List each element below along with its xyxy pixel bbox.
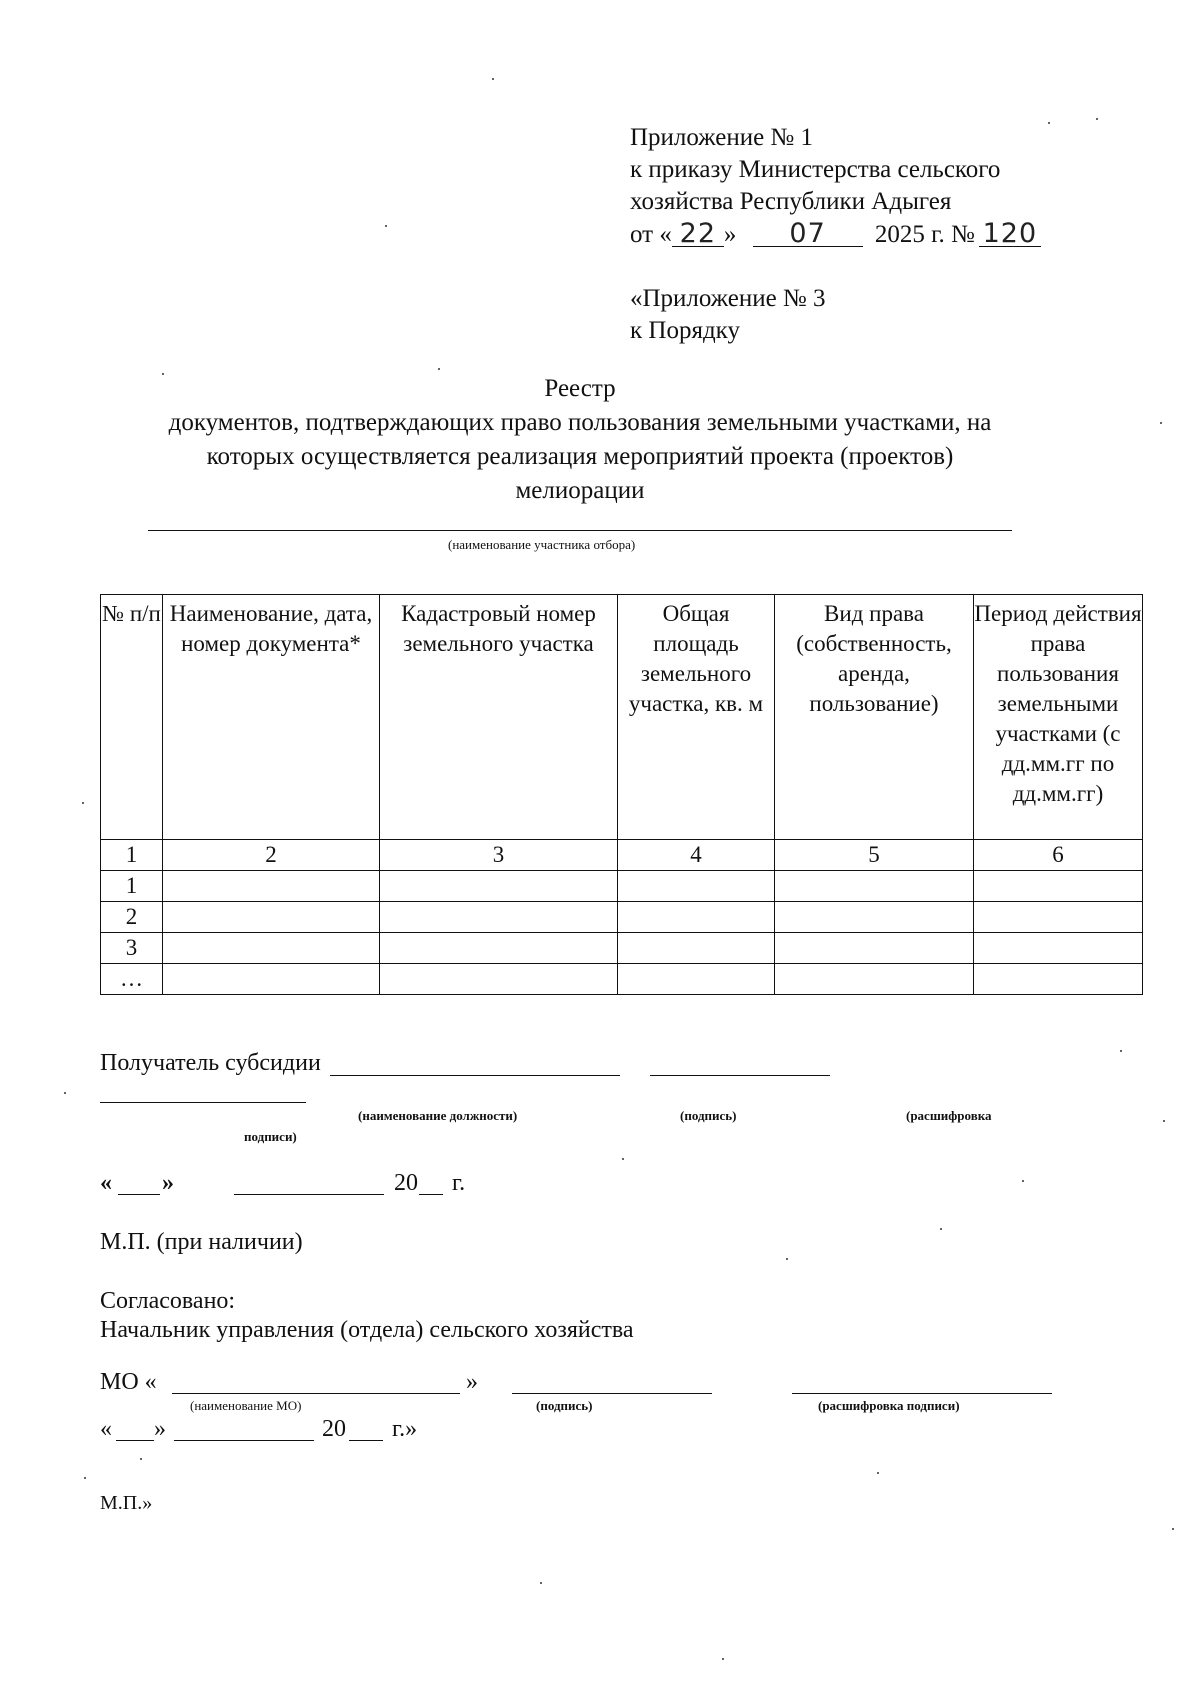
table-cell — [775, 933, 974, 964]
col-header-period: Период действия права пользования земельными участками (с дд.мм.гг по дд.мм.гг) — [974, 595, 1143, 840]
recipient-position-line — [330, 1075, 620, 1076]
scan-speck — [162, 373, 164, 375]
header-date-line — [630, 218, 1041, 251]
scan-speck — [64, 1092, 66, 1094]
col-header-area: Общая площадь земельного участка, кв. м — [618, 595, 775, 840]
order-number-field — [979, 218, 1041, 251]
date-prefix: от « — [630, 221, 672, 248]
approval-year-prefix: 20 — [322, 1416, 346, 1442]
table-cell — [974, 964, 1143, 995]
date-day-close: » — [723, 221, 737, 248]
approval-year-line — [349, 1440, 383, 1441]
table-cell — [974, 902, 1143, 933]
scan-speck — [140, 1458, 142, 1460]
column-number: 4 — [618, 840, 775, 871]
scan-speck — [940, 1228, 942, 1230]
doc-title: Реестр — [544, 375, 616, 402]
scan-speck — [622, 1158, 624, 1160]
scan-speck — [438, 368, 440, 370]
table-cell: 2 — [101, 902, 163, 933]
table-cell — [618, 964, 775, 995]
col-header-document: Наименование, дата, номер документа* — [163, 595, 380, 840]
approval-date-close: » — [154, 1416, 166, 1442]
appendix-line-2: к Порядку — [630, 317, 740, 344]
col-header-right-type: Вид права (собственность, аренда, пользование) — [775, 595, 974, 840]
recipient-decode-line — [100, 1102, 306, 1103]
column-number: 1 — [101, 840, 163, 871]
date-month-field — [753, 218, 863, 251]
date-month-handwritten: 07 — [789, 218, 826, 249]
column-number: 5 — [775, 840, 974, 871]
table-cell — [380, 933, 618, 964]
table-row — [101, 871, 1143, 902]
table-cell — [163, 871, 380, 902]
scan-speck — [1172, 1528, 1174, 1530]
table-cell — [618, 902, 775, 933]
caption-decode-1: (расшифровка — [906, 1108, 992, 1123]
scan-speck — [1096, 118, 1098, 120]
approval-mo-prefix: МО « — [100, 1369, 157, 1395]
table-row — [101, 933, 1143, 964]
table-row — [101, 964, 1143, 995]
scan-speck — [82, 802, 84, 804]
approval-position: Начальник управления (отдела) сельского хозяйства — [100, 1317, 634, 1343]
scan-speck — [786, 1258, 788, 1260]
table-header-row — [101, 595, 1143, 840]
table-cell — [775, 964, 974, 995]
col-header-cadastral: Кадастровый номер земельного участка — [380, 595, 618, 840]
column-number: 3 — [380, 840, 618, 871]
caption-mo: (наименование МО) — [190, 1398, 302, 1413]
approval-year-suffix: г.» — [392, 1416, 418, 1442]
table-cell — [163, 964, 380, 995]
approval-signature-line — [512, 1393, 712, 1394]
recipient-stamp: М.П. (при наличии) — [100, 1229, 303, 1255]
caption-position: (наименование должности) — [358, 1108, 518, 1123]
participant-caption: (наименование участника отбора) — [448, 537, 636, 552]
approval-mo-close: » — [466, 1369, 478, 1395]
recipient-date-open: « — [100, 1170, 112, 1196]
scan-speck — [540, 1582, 542, 1584]
table-cell — [618, 871, 775, 902]
table-row — [101, 902, 1143, 933]
doc-subtitle-3: мелиорации — [515, 477, 645, 504]
approval-month-line — [174, 1440, 314, 1441]
column-number: 6 — [974, 840, 1143, 871]
column-number: 2 — [163, 840, 380, 871]
caption-signature: (подпись) — [680, 1108, 737, 1123]
recipient-label: Получатель субсидии — [100, 1050, 321, 1076]
scan-speck — [1160, 422, 1162, 424]
scan-speck — [877, 1472, 879, 1474]
scan-speck — [1022, 1180, 1024, 1182]
scan-speck — [84, 1477, 86, 1479]
doc-subtitle-1: документов, подтверждающих право пользования земельными участками, на — [168, 409, 992, 436]
table-cell — [618, 933, 775, 964]
table-cell: 1 — [101, 871, 163, 902]
appendix-line-1: «Приложение № 3 — [630, 285, 826, 312]
caption-decode-2: подписи) — [244, 1129, 297, 1144]
caption-approval-signature: (подпись) — [536, 1398, 593, 1413]
recipient-signature-line — [650, 1075, 830, 1076]
participant-name-line — [148, 530, 1012, 531]
recipient-month-line — [234, 1194, 384, 1195]
scan-speck — [722, 1658, 724, 1660]
table-cell — [163, 933, 380, 964]
table-cell — [163, 902, 380, 933]
approval-decode-line — [792, 1393, 1052, 1394]
approval-mo-line — [172, 1393, 460, 1394]
table-cell — [380, 871, 618, 902]
header-order-line: к приказу Министерства сельского — [630, 156, 1001, 183]
date-day-handwritten: 22 — [679, 218, 717, 249]
table-cell — [380, 964, 618, 995]
table-cell: … — [101, 964, 163, 995]
table-cell: 3 — [101, 933, 163, 964]
header-appendix-number: Приложение № 1 — [630, 124, 814, 151]
approval-stamp: М.П.» — [100, 1492, 153, 1514]
recipient-day-line — [118, 1194, 160, 1195]
column-number-row — [101, 840, 1143, 871]
recipient-year-suffix: г. — [452, 1170, 466, 1196]
date-year-text: 2025 г. № — [874, 221, 975, 248]
table-cell — [380, 902, 618, 933]
table-cell — [775, 902, 974, 933]
col-header-number: № п/п — [101, 595, 163, 840]
scan-speck — [1163, 1120, 1165, 1122]
header-ministry-line: хозяйства Республики Адыгея — [630, 188, 952, 215]
recipient-date-close: » — [162, 1170, 174, 1196]
scan-speck — [385, 225, 387, 227]
registry-table — [100, 594, 1143, 995]
doc-subtitle-2: которых осуществляется реализация мероприятий проекта (проектов) — [206, 443, 954, 470]
table-cell — [974, 871, 1143, 902]
table-cell — [974, 933, 1143, 964]
scan-speck — [492, 78, 494, 80]
date-day-field — [672, 218, 724, 251]
table-cell — [775, 871, 974, 902]
recipient-year-line — [419, 1194, 443, 1195]
recipient-year-prefix: 20 — [394, 1170, 418, 1196]
approval-day-line — [116, 1440, 154, 1441]
approval-date-open: « — [100, 1416, 112, 1442]
scan-speck — [1120, 1050, 1122, 1052]
order-number-handwritten: 120 — [982, 218, 1038, 249]
caption-approval-decode: (расшифровка подписи) — [818, 1398, 960, 1413]
scan-speck — [1048, 122, 1050, 124]
approval-agreed: Согласовано: — [100, 1288, 236, 1314]
